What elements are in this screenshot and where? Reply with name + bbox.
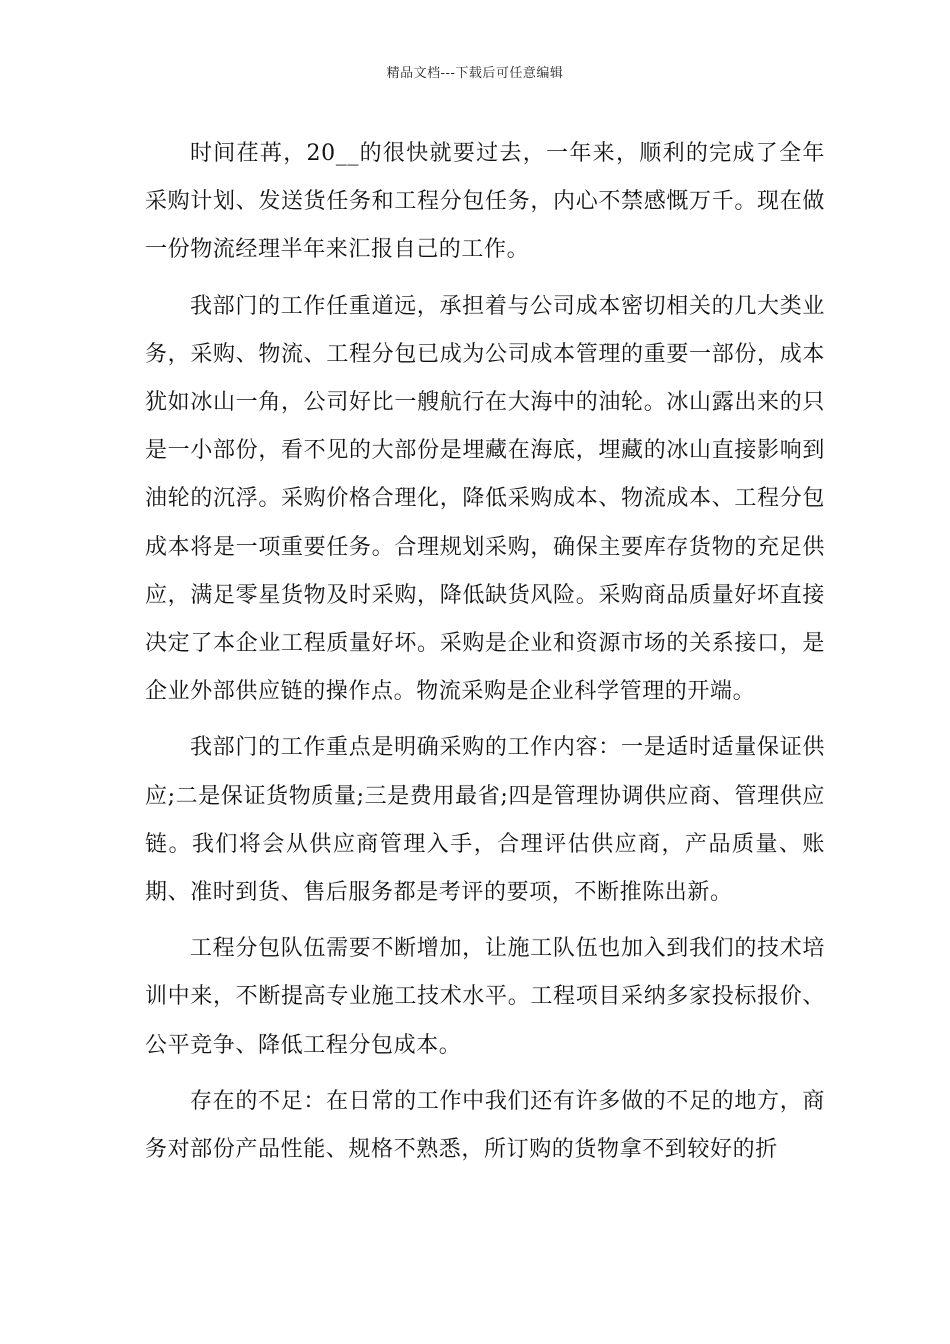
paragraph-work-focus: 我部门的工作重点是明确采购的工作内容：一是适时适量保证供应;二是保证货物质量;三是费用最省;四是管理协调供应商、管理供应链。我们将会从供应商管理入手，合理评估供应商，产品质量、账期、准时到货、售后服务都是考评的要项，不断推陈出新。 [145,735,825,906]
paragraph-department-duties: 我部门的工作任重道远，承担着与公司成本密切相关的几大类业务，采购、物流、工程分包已成为公司成本管理的重要一部份，成本犹如冰山一角，公司好比一艘航行在大海中的油轮。冰山露出来的只是一小部份，看不见的大部份是埋藏在海底，埋藏的冰山直接影响到油轮的沉浮。采购价格合理化，降低采购成本、物流成本、工程分包成本将是一项重要任务。合理规划采购，确保主要库存货物的充足供应，满足零星货物及时采购，降低缺货风险。采购商品质量好坏直接决定了本企业工程质量好坏。采购是企业和资源市场的关系接口，是企业外部供应链的操作点。物流采购是企业科学管理的开端。 [145,293,825,705]
paragraph-shortcomings: 存在的不足：在日常的工作中我们还有许多做的不足的地方，商务对部份产品性能、规格不熟悉，所订购的货物拿不到较好的折 [145,1088,825,1163]
page-header: 精品文档---下载后可任意编辑 [386,66,564,81]
paragraph-subcontracting: 工程分包队伍需要不断增加，让施工队伍也加入到我们的技术培训中来，不断提高专业施工技术水平。工程项目采纳多家投标报价、公平竞争、降低工程分包成本。 [145,936,825,1058]
document-body [145,130,825,1182]
paragraph-intro: 时间荏苒，20__的很快就要过去，一年来，顺利的完成了全年采购计划、发送货任务和工程分包任务，内心不禁感慨万千。现在做一份物流经理半年来汇报自己的工作。 [145,141,825,263]
